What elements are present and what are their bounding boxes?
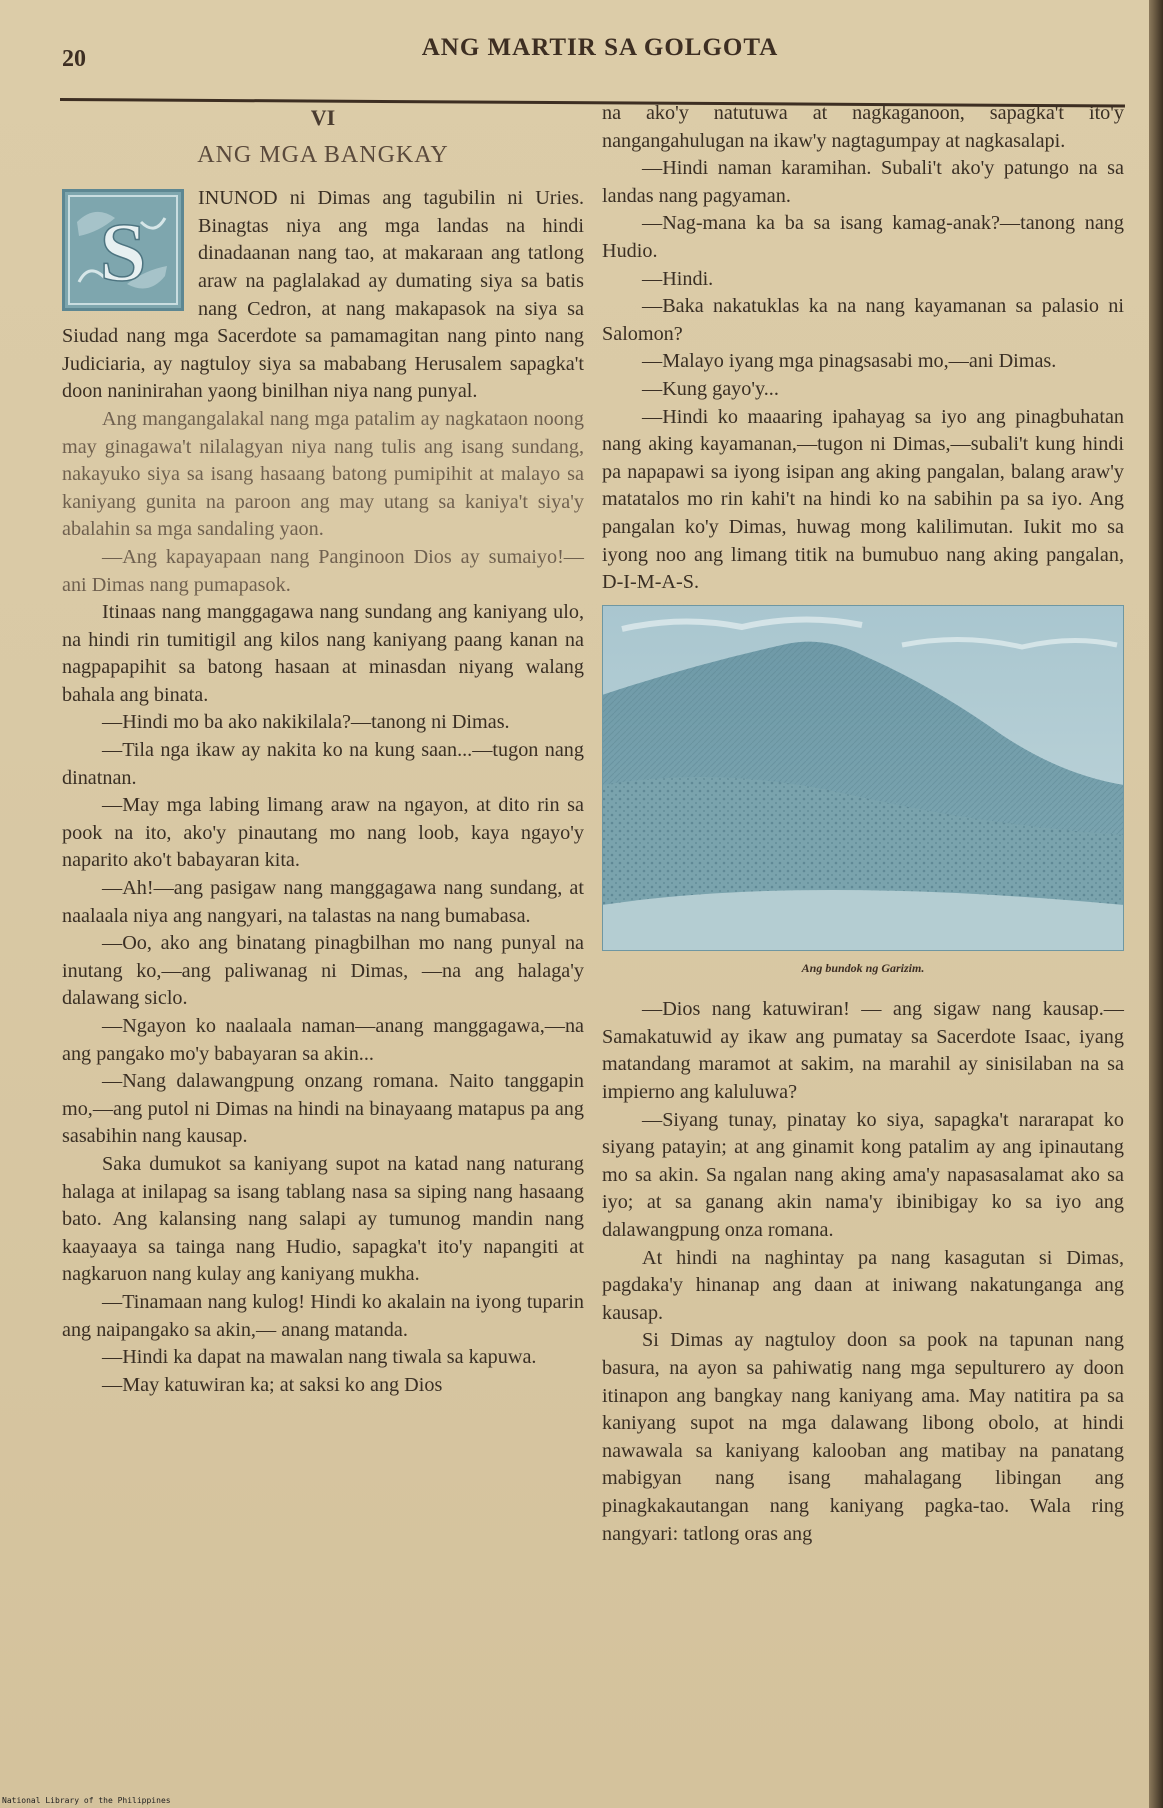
paragraph: —Tila nga ikaw ay nakita ko na kung saan...—tugon nang dinatnan. [62,739,584,789]
paragraph: —May mga labing limang araw na ngayon, at dito rin sa pook na ito, ako'y pinautang mo nang loob, kaya ngayo'y naparito ako't babayaran kita. [62,794,584,872]
paragraph: Saka dumukot sa kaniyang supot na katad nang naturang halaga at inilapag sa isang tablang nasa sa siping nang hasaang bato. Ang kalansing nang salapi ay tumunog mandin nang kaayaaya sa tainga nang Hudio, sapagka't ito'y napangiti at nagkaruon nang kulay ang kaniyang mukha. [62,1152,584,1286]
paragraph: —Oo, ako ang binatang pinagbilhan mo nang punyal na inutang ko,—ang paliwanag ni Dimas, —na ang halaga'y dalawang siclo. [62,932,584,1010]
section-number: VI [310,105,336,130]
right-column [602,100,1124,1548]
mountain-illustration [602,605,1124,951]
paragraph: —Hindi naman karamihan. Subali't ako'y patungo na sa landas nang pagyaman. [602,157,1124,207]
paragraph: na ako'y natutuwa at nagkaganoon, sapagka't ito'y nangangahulugan na ikaw'y nagtagumpay at nagkasalapi. [602,102,1124,152]
running-header [0,28,1163,78]
section-title: ANG MGA BANGKAY [197,141,449,168]
paragraph: —Tinamaan nang kulog! Hindi ko akalain na iyong tuparin ang naipangako sa akin,— anang matanda. [62,1290,584,1341]
running-title: ANG MARTIR SA GOLGOTA [421,34,779,61]
paragraph: —Kung gayo'y... [642,377,779,400]
page-edge [1149,0,1163,1808]
paragraph: —Malayo iyang mga pinagsasabi mo,—ani Dimas. [642,350,1057,373]
paragraph: —Hindi. [642,267,714,290]
figure-caption: Ang bundok ng Garizim. [801,960,925,975]
paragraph: —Dios nang katuwiran! — ang sigaw nang kausap.—Samakatuwid ay ikaw ang pumatay sa Sacerdote Isaac, iyang matandang maramot at sakim, na marahil ay sinisilaban na sa impierno ang kaluluwa? [602,998,1124,1104]
paragraph: INUNOD ni Dimas ang tagubilin ni Uries. Binagtas niya ang mga landas na hindi dinadaanan nang tao, at makaraan ang tatlong araw na paglalakad ay dumating siya sa batis nang Cedron, at nang makapasok na siya sa Siudad nang mga Sacerdote sa pamamagitan nang pinto nang Judiciaria, ay nagtuloy siya sa mababang Herusalem sapagka't doon naninirahan yaong binilhan niya nang punyal. [62,187,584,403]
paragraph: —May katuwiran ka; at saksi ko ang Dios [102,1373,443,1396]
paragraph: —Nag-mana ka ba sa isang kamag-anak?—tanong nang Hudio. [602,212,1124,262]
svg-text:S: S [99,206,147,300]
paragraph: Si Dimas ay nagtuloy doon sa pook na tapunan nang basura, na ayon sa pahiwatig nang mga sepulturero ay doon itinapon ang bangkay nang kaniyang ama. May natitira pa sa kaniyang supot na mga dalawang libong obolo, at hindi nawawala sa kaniyang kalooban ang matibay na panatang mabigyan nang isang mahalagang libingan ang pinagkakautangan nang kaniyang pagka-tao. Wala ring nangyari: tatlong oras ang [602,1329,1124,1545]
ornamental-initial-s-icon [62,189,184,311]
paragraph: —Hindi ka dapat na mawalan nang tiwala sa kapuwa. [102,1346,537,1369]
paragraph: —Hindi mo ba ako nakikilala?—tanong ni Dimas. [102,711,510,734]
paragraph: —Ngayon ko naalaala naman—anang manggagawa,—na ang pangako mo'y babayaran sa akin... [62,1015,584,1065]
paragraph: —Baka nakatuklas ka na nang kayamanan sa palasio ni Salomon? [602,295,1124,345]
paragraph: —Hindi ko maaaring ipahayag sa iyo ang pinagbuhatan nang aking kayamanan,—tugon ni Dimas,—subali't kung hindi pa napapawi sa iyong isipan ang aking pangalan, balang araw'y matatalos mo rin kahi't na hindi ko na sabihin pa sa iyo. Ang pangalan ko'y Dimas, huwag mong kalilimutan. Iukit mo sa iyong noo ang limang titik na bumubuo nang aking pangalan, D-I-M-A-S. [602,405,1124,594]
paragraph: —Siyang tunay, pinatay ko siya, sapagka't nararapat ko siyang patayin; at ang ginamit kong patalim ay ang ipinautang mo sa akin. Sa ngalan nang aking ama'y napasasalamat ako sa iyo; at sa ganang akin nama'y ibinibigay ko sa iyo ang dalawangpung onza romana. [602,1108,1124,1242]
page-number: 20 [62,46,86,72]
paragraph: Itinaas nang manggagawa nang sundang ang kaniyang ulo, na hindi rin tumitigil ang kilos nang kaniyang paang kanan na nagpapapihit sa batong hasaan at minasdan niyang walang bahala ang binata. [62,601,584,706]
paragraph: At hindi na naghintay pa nang kasagutan si Dimas, pagdaka'y hinanap ang daan at iniwang nakatunganga ang kausap. [602,1246,1124,1324]
paragraph: Ang mangangalakal nang mga patalim ay nagkataon noong may ginagawa't nilalagyan niya nang tulis ang isang sundang, nakayuko siya sa isang hasaang batong pumipihit at malayo sa kaniyang gunita na paroon ang may utang sa kaniya't siya'y abalahin sa mga sandaling yaon. [62,407,584,541]
left-column [62,100,584,1399]
paragraph: —Ang kapayapaan nang Panginoon Dios ay sumaiyo!—ani Dimas nang pumapasok. [62,545,584,596]
paragraph: —Nang dalawangpung onzang romana. Naito tanggapin mo,—ang putol ni Dimas na hindi na binayaang matapus pa ang sasabihin nang kausap. [62,1070,584,1148]
library-credit: National Library of the Philippines [2,1796,171,1805]
paragraph: —Ah!—ang pasigaw nang manggagawa nang sundang, at naalaala niya ang nangyari, na talastas na nang bumabasa. [62,877,584,927]
